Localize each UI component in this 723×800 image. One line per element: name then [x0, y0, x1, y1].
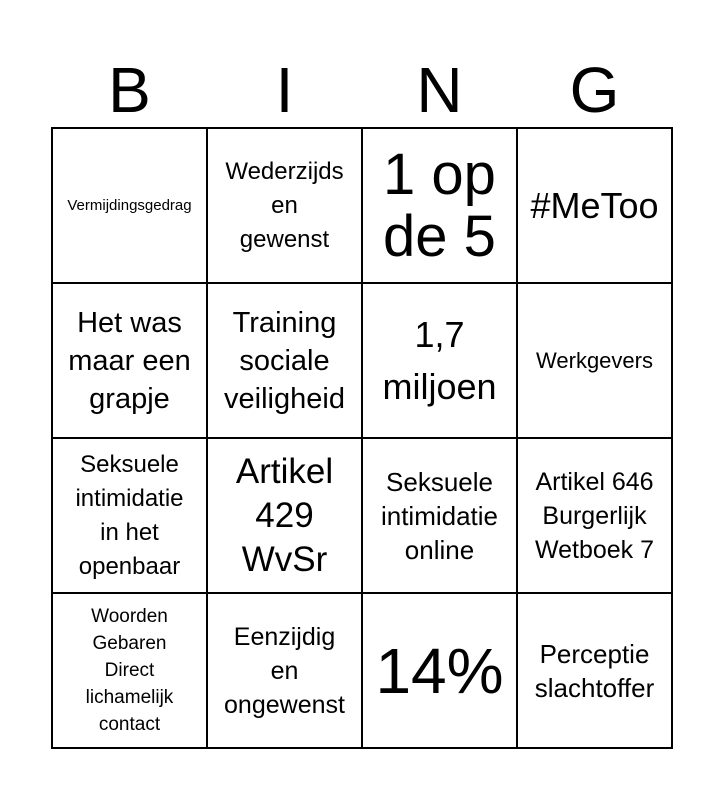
bingo-cell[interactable]	[363, 439, 518, 594]
cell-text: 1 op de 5	[383, 141, 496, 269]
bingo-cell[interactable]	[518, 284, 673, 439]
cell-text: Artikel 429 WvSr	[235, 451, 334, 579]
header-letter-b: B	[108, 54, 151, 126]
bingo-cell[interactable]	[518, 594, 673, 749]
bingo-cell[interactable]	[208, 439, 363, 594]
cell-text: Seksuele intimidatie online	[380, 466, 499, 565]
cell-text: #MeToo	[530, 184, 659, 226]
cell-text: Training sociale veiligheid	[224, 306, 345, 415]
bingo-board	[51, 127, 673, 749]
header-letter-g: G	[569, 54, 620, 126]
bingo-cell[interactable]	[208, 284, 363, 439]
cell-text: Het was maar een grapje	[68, 306, 191, 415]
cell-text: 14%	[375, 634, 504, 707]
bingo-cell[interactable]	[518, 129, 673, 284]
cell-text: Wederzijds en gewenst	[225, 157, 344, 253]
cell-text: Artikel 646 Burgerlijk Wetboek 7	[534, 467, 655, 564]
cell-text: Eenzijdig en ongewenst	[224, 622, 345, 719]
header-letter-n: N	[416, 54, 463, 126]
cell-text: Seksuele intimidatie in het openbaar	[75, 450, 184, 580]
bingo-cell[interactable]	[208, 594, 363, 749]
bingo-cell[interactable]	[208, 129, 363, 284]
bingo-cell[interactable]	[363, 129, 518, 284]
cell-text: Vermijdingsgedrag	[67, 197, 192, 214]
bingo-cell[interactable]	[363, 594, 518, 749]
cell-text: Woorden Gebaren Direct lichamelijk contact	[85, 606, 174, 735]
header-letter-i: I	[275, 54, 294, 126]
bingo-cell[interactable]	[53, 284, 208, 439]
cell-text: Perceptie slachtoffer	[534, 638, 655, 703]
bingo-header	[52, 52, 672, 128]
bingo-cell[interactable]	[363, 284, 518, 439]
cell-text: Werkgevers	[536, 348, 653, 373]
bingo-cell[interactable]	[518, 439, 673, 594]
bingo-cell[interactable]	[53, 594, 208, 749]
cell-text: 1,7 miljoen	[382, 313, 497, 407]
bingo-cell[interactable]	[53, 129, 208, 284]
bingo-cell[interactable]	[53, 439, 208, 594]
